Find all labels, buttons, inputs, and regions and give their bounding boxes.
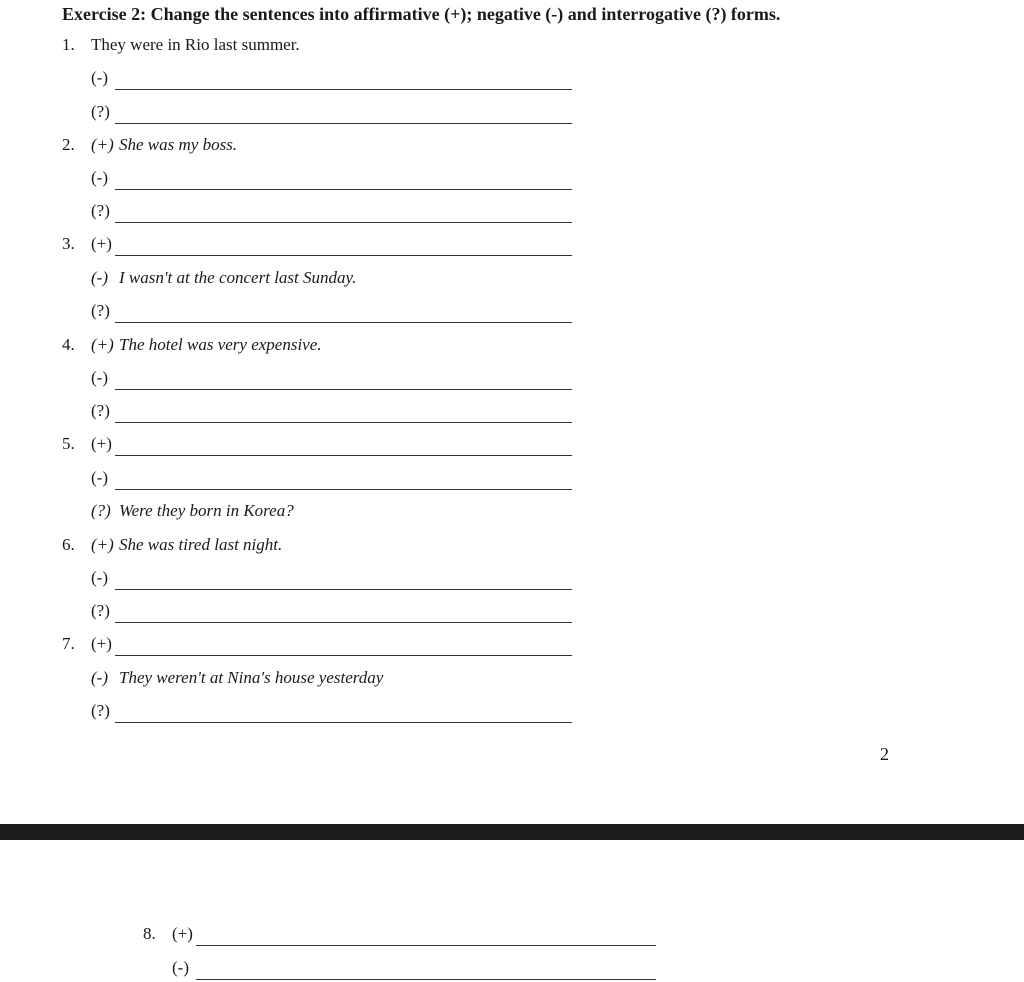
form-label: (-) <box>91 68 108 87</box>
item-number: 7. <box>62 634 75 653</box>
form-label: (?) <box>91 601 110 620</box>
form-label: (?) <box>91 701 110 720</box>
answer-blank[interactable] <box>115 166 572 190</box>
form-label: (+) <box>91 234 112 253</box>
answer-blank[interactable] <box>196 956 656 980</box>
form-label: (?) <box>91 201 110 220</box>
form-label: (-) <box>172 958 189 977</box>
exercise-1-line-1 <box>62 33 572 57</box>
answer-blank[interactable] <box>115 599 572 623</box>
form-label: (+) <box>91 434 112 453</box>
exercise-7-line-1 <box>62 632 572 656</box>
item-number: 1. <box>62 35 75 54</box>
exercise-4-line-1 <box>62 333 572 357</box>
exercise-4-line-3 <box>62 399 572 423</box>
exercise-5-line-3 <box>62 499 572 523</box>
exercise-6-line-2 <box>62 566 572 590</box>
exercise-2-line-1 <box>62 133 572 157</box>
page-number: 2 <box>880 744 889 764</box>
exercise-3-line-1 <box>62 232 572 256</box>
page-divider <box>0 824 1024 840</box>
form-label: (-) <box>91 168 108 187</box>
form-label: (-) <box>91 268 108 287</box>
answer-blank[interactable] <box>115 366 572 390</box>
exercise-5-line-1 <box>62 432 572 456</box>
answer-blank[interactable] <box>115 432 572 456</box>
answer-blank[interactable] <box>115 232 572 256</box>
answer-blank[interactable] <box>115 66 572 90</box>
form-label: (-) <box>91 468 108 487</box>
answer-blank[interactable] <box>115 199 572 223</box>
exercise-8-line-2 <box>143 956 656 980</box>
exercise-2-line-2 <box>62 166 572 190</box>
form-label: (?) <box>91 301 110 320</box>
answer-blank[interactable] <box>115 399 572 423</box>
item-number: 2. <box>62 135 75 154</box>
exercise-2-line-3 <box>62 199 572 223</box>
exercise-6-line-1 <box>62 533 572 557</box>
form-label: (-) <box>91 568 108 587</box>
form-label: (?) <box>91 501 111 520</box>
exercise-5-line-2 <box>62 466 572 490</box>
exercise-4-line-2 <box>62 366 572 390</box>
given-sentence: Were they born in Korea? <box>119 501 294 520</box>
answer-blank[interactable] <box>115 699 572 723</box>
exercise-8-line-1 <box>143 922 656 946</box>
form-label: (+) <box>91 535 114 554</box>
form-label: (?) <box>91 102 110 121</box>
answer-blank[interactable] <box>115 466 572 490</box>
exercise-1-line-3 <box>62 100 572 124</box>
form-label: (?) <box>91 401 110 420</box>
answer-blank[interactable] <box>115 632 572 656</box>
item-number: 6. <box>62 535 75 554</box>
exercise-1-line-2 <box>62 66 572 90</box>
item-number: 8. <box>143 924 156 943</box>
answer-blank[interactable] <box>115 100 572 124</box>
exercise-6-line-3 <box>62 599 572 623</box>
exercise-3-line-2 <box>62 266 572 290</box>
item-number: 5. <box>62 434 75 453</box>
exercise-title: Exercise 2: Change the sentences into affirmative (+); negative (-) and interrogative (?) forms. <box>62 4 781 24</box>
form-label: (-) <box>91 668 108 687</box>
given-sentence: She was tired last night. <box>119 535 283 554</box>
item-number: 3. <box>62 234 75 253</box>
form-label: (+) <box>91 634 112 653</box>
form-label: (+) <box>91 135 114 154</box>
exercise-3-line-3 <box>62 299 572 323</box>
exercise-7-line-2 <box>62 666 572 690</box>
given-sentence: The hotel was very expensive. <box>119 335 322 354</box>
given-sentence: They weren't at Nina's house yesterday <box>119 668 384 687</box>
answer-blank[interactable] <box>115 299 572 323</box>
exercise-7-line-3 <box>62 699 572 723</box>
form-label: (+) <box>172 924 193 943</box>
answer-blank[interactable] <box>115 566 572 590</box>
form-label: (-) <box>91 368 108 387</box>
item-number: 4. <box>62 335 75 354</box>
form-label: (+) <box>91 335 114 354</box>
given-sentence: She was my boss. <box>119 135 238 154</box>
answer-blank[interactable] <box>196 922 656 946</box>
given-sentence: They were in Rio last summer. <box>91 35 300 54</box>
given-sentence: I wasn't at the concert last Sunday. <box>119 268 357 287</box>
